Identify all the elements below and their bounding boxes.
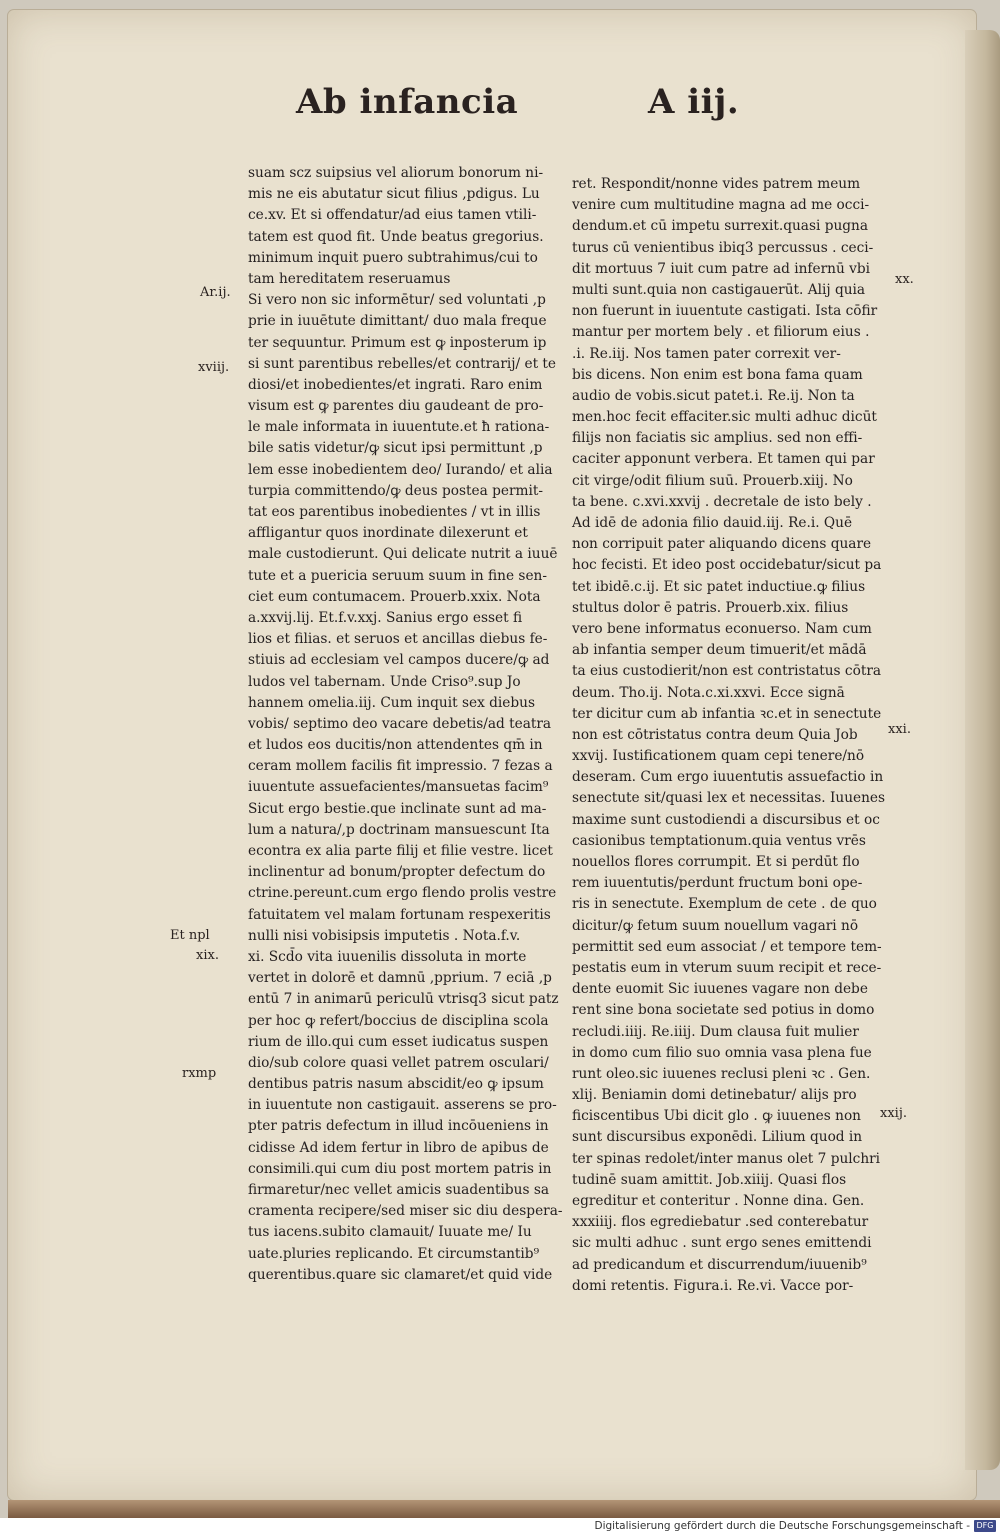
text-line: sunt discursibus exponēdi. Lilium quod in xyxy=(572,1129,863,1146)
text-line: Si vero non sic informētur/ sed voluntati ,p xyxy=(248,292,546,309)
text-line: multi sunt.quia non castigauerūt. Alij quia xyxy=(572,281,866,298)
text-line: lios et filias. et seruos et ancillas diebus fe- xyxy=(248,631,548,648)
running-head-right: A iij. xyxy=(648,82,740,122)
text-line: xi. Scd̄o vita iuuenilis dissoluta in morte xyxy=(248,948,527,965)
text-line: stiuis ad ecclesiam vel campos ducere/ꝙ ad xyxy=(248,652,550,669)
text-line: ta eius custodierit/non est contristatus cōtra xyxy=(572,663,882,680)
text-line: tet ibidē.c.ij. Et sic patet inductiue.ꝙ filius xyxy=(572,578,866,595)
text-line: ter sequuntur. Primum est ꝙ inposterum ip xyxy=(248,334,547,351)
text-line: xxvij. Iustificationem quam cepi tenere/nō xyxy=(572,748,865,765)
text-line: hoc fecisti. Et ideo post occidebatur/sicut pa xyxy=(572,557,882,574)
text-line: Sicut ergo bestie.que inclinate sunt ad ma- xyxy=(248,800,547,817)
marginal-note: xviij. xyxy=(198,360,230,375)
text-line: ceram mollem facilis fit impressio. 7 fezas a xyxy=(248,758,553,775)
text-line: mis ne eis abutatur sicut filius ,pdigus. Lu xyxy=(248,186,540,203)
text-line: querentibus.quare sic clamaret/et quid vide xyxy=(248,1266,553,1283)
text-line: bile satis videtur/ꝙ sicut ipsi permittunt ,p xyxy=(248,440,543,457)
text-line: rem iuuentutis/perdunt fructum boni ope- xyxy=(572,875,863,892)
text-line: tus iacens.subito clamauit/ Iuuate me/ Iu xyxy=(248,1224,532,1241)
text-line: cit virge/odit filium suū. Prouerb.xiij. No xyxy=(572,472,853,489)
text-line: non fuerunt in iuuentute castigati. Ista cōfir xyxy=(572,303,878,320)
marginal-note: xxi. xyxy=(888,722,911,737)
text-line: men.hoc fecit effaciter.sic multi adhuc dicūt xyxy=(572,409,877,426)
text-line: dit mortuus 7 iuit cum patre ad infernū vbi xyxy=(572,260,870,277)
text-line: lem esse inobedientem deo/ Iurando/ et alia xyxy=(248,461,553,478)
text-line: vero bene informatus econuerso. Nam cum xyxy=(572,620,872,637)
text-line: ce.xv. Et si offendatur/ad eius tamen vtili- xyxy=(248,207,537,224)
text-line: ter dicitur cum ab infantia ꝛc.et in senectute xyxy=(572,705,882,722)
text-line: lum a natura/,p doctrinam mansuescunt Ita xyxy=(248,821,550,838)
text-line: domi retentis. Figura.i. Re.vi. Vacce por- xyxy=(572,1277,854,1294)
text-line: non est cōtristatus contra deum Quia Job xyxy=(572,726,858,743)
text-line: xlij. Beniamin domi detinebatur/ alijs pro xyxy=(572,1087,857,1104)
text-line: cramenta recipere/sed miser sic diu despera- xyxy=(248,1203,563,1220)
text-line: suam scz suipsius vel aliorum bonorum ni- xyxy=(248,165,544,181)
text-line: filijs non faciatis sic amplius. sed non effi- xyxy=(572,430,863,447)
text-line: tute et a puericia seruum suum in fine sen- xyxy=(248,567,547,584)
marginal-note: xx. xyxy=(895,272,914,287)
text-line: ficiscentibus Ubi dicit glo . ꝙ iuuenes non xyxy=(572,1108,862,1125)
text-line: tam hereditatem reseruamus xyxy=(248,270,451,287)
text-line: cidisse Ad idem fertur in libro de apibus de xyxy=(248,1139,549,1156)
digitization-credit: Digitalisierung gefördert durch die Deutsche Forschungsgemeinschaft - xyxy=(594,1520,970,1532)
text-line: nouellos flores corrumpit. Et si perdūt flo xyxy=(572,854,860,870)
text-line: in domo cum filio suo omnia vasa plena fue xyxy=(572,1044,872,1061)
text-line: econtra ex alia parte filij et filie vestre. licet xyxy=(248,843,553,859)
text-line: deseram. Cum ergo iuuentutis assuefactio in xyxy=(572,769,884,786)
text-line: turus cū venientibus ibiq3 percussus . ceci- xyxy=(572,239,874,256)
text-line: rent sine bona societate sed potius in domo xyxy=(572,1002,875,1019)
text-line: runt oleo.sic iuuenes reclusi pleni ꝛc . Gen. xyxy=(572,1065,871,1082)
marginal-note: Et npl xyxy=(170,928,210,943)
text-column-left xyxy=(248,163,563,1286)
text-line: senectute sit/quasi lex et necessitas. Iuuenes xyxy=(572,790,886,807)
text-line: et ludos eos ducitis/non attendentes qm̄ in xyxy=(248,737,543,754)
running-head-left: Ab infancia xyxy=(296,82,519,122)
marginal-note: xxij. xyxy=(880,1106,907,1121)
text-line: recludi.iiij. Re.iiij. Dum clausa fuit mulier xyxy=(572,1023,859,1040)
text-line: uate.pluries replicando. Et circumstantib⁹ xyxy=(248,1245,540,1262)
text-line: venire cum multitudine magna ad me occi- xyxy=(572,197,870,214)
text-line: prie in iuuētute dimittant/ duo mala freque xyxy=(248,313,547,330)
text-line: visum est ꝙ parentes diu gaudeant de pro- xyxy=(248,398,544,415)
text-line: affligantur quos inordinate dilexerunt et xyxy=(248,525,528,542)
text-line: xxxiiij. flos egrediebatur .sed conterebatur xyxy=(572,1214,869,1231)
text-column-right xyxy=(572,174,886,1297)
text-line: casionibus temptationum.quia ventus vrēs xyxy=(572,832,866,849)
text-line: Ad idē de adonia filio dauid.iij. Re.i. Quē xyxy=(572,515,853,531)
text-line: sic multi adhuc . sunt ergo senes emittendi xyxy=(572,1235,872,1252)
text-line: ta bene. c.xvi.xxvij . decretale de isto bely . xyxy=(572,493,872,510)
text-line: le male informata in iuuentute.et ħ rationa- xyxy=(248,419,550,436)
text-line: caciter apponunt verbera. Et tamen qui par xyxy=(572,451,875,468)
text-line: hannem omelia.iij. Cum inquit sex diebus xyxy=(248,694,535,711)
text-line: ris in senectute. Exemplum de cete . de quo xyxy=(572,896,877,913)
text-line: non corripuit pater aliquando dicens quare xyxy=(572,536,872,553)
marginal-note: Ar.ij. xyxy=(200,285,231,300)
marginal-note: xix. xyxy=(196,948,219,963)
text-line: iuuentute assuefacientes/mansuetas facim⁹ xyxy=(248,779,549,796)
text-line: tat eos parentibus inobedientes / vt in illis xyxy=(248,504,541,520)
text-line: egreditur et conteritur . Nonne dina. Gen. xyxy=(572,1193,865,1209)
text-line: ab infantia semper deum timuerit/et mādā xyxy=(572,642,867,659)
text-line: dentibus patris nasum abscidit/eo ꝙ ipsum xyxy=(248,1076,544,1093)
text-line: deum. Tho.ij. Nota.c.xi.xxvi. Ecce signā xyxy=(572,684,845,701)
book-cover-edge xyxy=(8,1500,1000,1518)
text-line: pestatis eum in vterum suum recipit et rece- xyxy=(572,959,882,976)
text-line: diosi/et inobedientes/et ingrati. Raro enim xyxy=(248,376,543,393)
text-line: ludos vel tabernam. Unde Criso⁹.sup Jo xyxy=(248,673,521,690)
text-line: bis dicens. Non enim est bona fama quam xyxy=(572,366,863,383)
text-line: dente euomit Sic iuuenes vagare non debe xyxy=(572,981,868,998)
text-line: pter patris defectum in illud incōueniens in xyxy=(248,1118,549,1135)
text-line: maxime sunt custodiendi a discursibus et oc xyxy=(572,811,880,828)
text-line: dicitur/ꝙ fetum suum nouellum vagari nō xyxy=(572,917,859,934)
text-line: ctrine.pereunt.cum ergo flendo prolis vestre xyxy=(248,885,557,902)
text-line: stultus dolor ē patris. Prouerb.xix. filius xyxy=(572,599,849,616)
text-line: audio de vobis.sicut patet.i. Re.ij. Non ta xyxy=(572,387,855,404)
text-line: tatem est quod fit. Unde beatus gregorius. xyxy=(248,228,544,245)
text-line: consimili.qui cum diu post mortem patris in xyxy=(248,1160,552,1177)
text-line: dio/sub colore quasi vellet patrem osculari/ xyxy=(248,1054,549,1071)
text-line: nulli nisi vobisipsis imputetis . Nota.f.v. xyxy=(248,927,521,944)
text-line: ter spinas redolet/inter manus olet 7 pulchri xyxy=(572,1150,881,1167)
text-line: vobis/ septimo deo vacare debetis/ad teatra xyxy=(248,715,552,732)
text-line: rium de illo.qui cum esset iudicatus suspen xyxy=(248,1033,549,1050)
text-line: in iuuentute non castigauit. asserens se pro- xyxy=(248,1097,557,1114)
text-line: si sunt parentibus rebelles/et contrarij/ et te xyxy=(248,355,557,372)
marginal-note: rxmp xyxy=(182,1066,217,1081)
text-line: per hoc ꝙ refert/boccius de disciplina scola xyxy=(248,1012,549,1029)
text-line: ret. Respondit/nonne vides patrem meum xyxy=(572,176,861,192)
text-line: mantur per mortem bely . et filiorum eius . xyxy=(572,324,870,341)
text-line: vertet in dolorē et damnū ,pprium. 7 eciā ,p xyxy=(248,970,552,987)
text-line: ad predicandum et discurrendum/iuuenib⁹ xyxy=(572,1256,867,1273)
text-line: firmaretur/nec vellet amicis suadentibus sa xyxy=(248,1182,550,1198)
text-line: .i. Re.iij. Nos tamen pater correxit ver- xyxy=(572,345,841,362)
text-line: tudinē suam amittit. Job.xiiij. Quasi flos xyxy=(572,1171,847,1188)
text-line: entū 7 in animarū periculū vtrisq3 sicut patz xyxy=(248,991,559,1008)
text-line: a.xxvij.lij. Et.f.v.xxj. Sanius ergo esset fi xyxy=(248,609,523,626)
text-line: male custodierunt. Qui delicate nutrit a iuuē xyxy=(248,546,558,563)
text-line: turpia committendo/ꝙ deus postea permit- xyxy=(248,482,543,499)
text-line: dendum.et cū impetu surrexit.quasi pugna xyxy=(572,218,869,235)
text-line: minimum inquit puero subtrahimus/cui to xyxy=(248,249,538,266)
text-line: fatuitatem vel malam fortunam respexeritis xyxy=(248,906,551,923)
text-line: ciet eum contumacem. Prouerb.xxix. Nota xyxy=(248,588,541,605)
text-line: inclinentur ad bonum/propter defectum do xyxy=(248,864,546,881)
page-fore-edge xyxy=(965,30,1000,1470)
dfg-logo: DFG xyxy=(974,1520,996,1532)
text-line: permittit sed eum associat / et tempore tem- xyxy=(572,938,882,955)
